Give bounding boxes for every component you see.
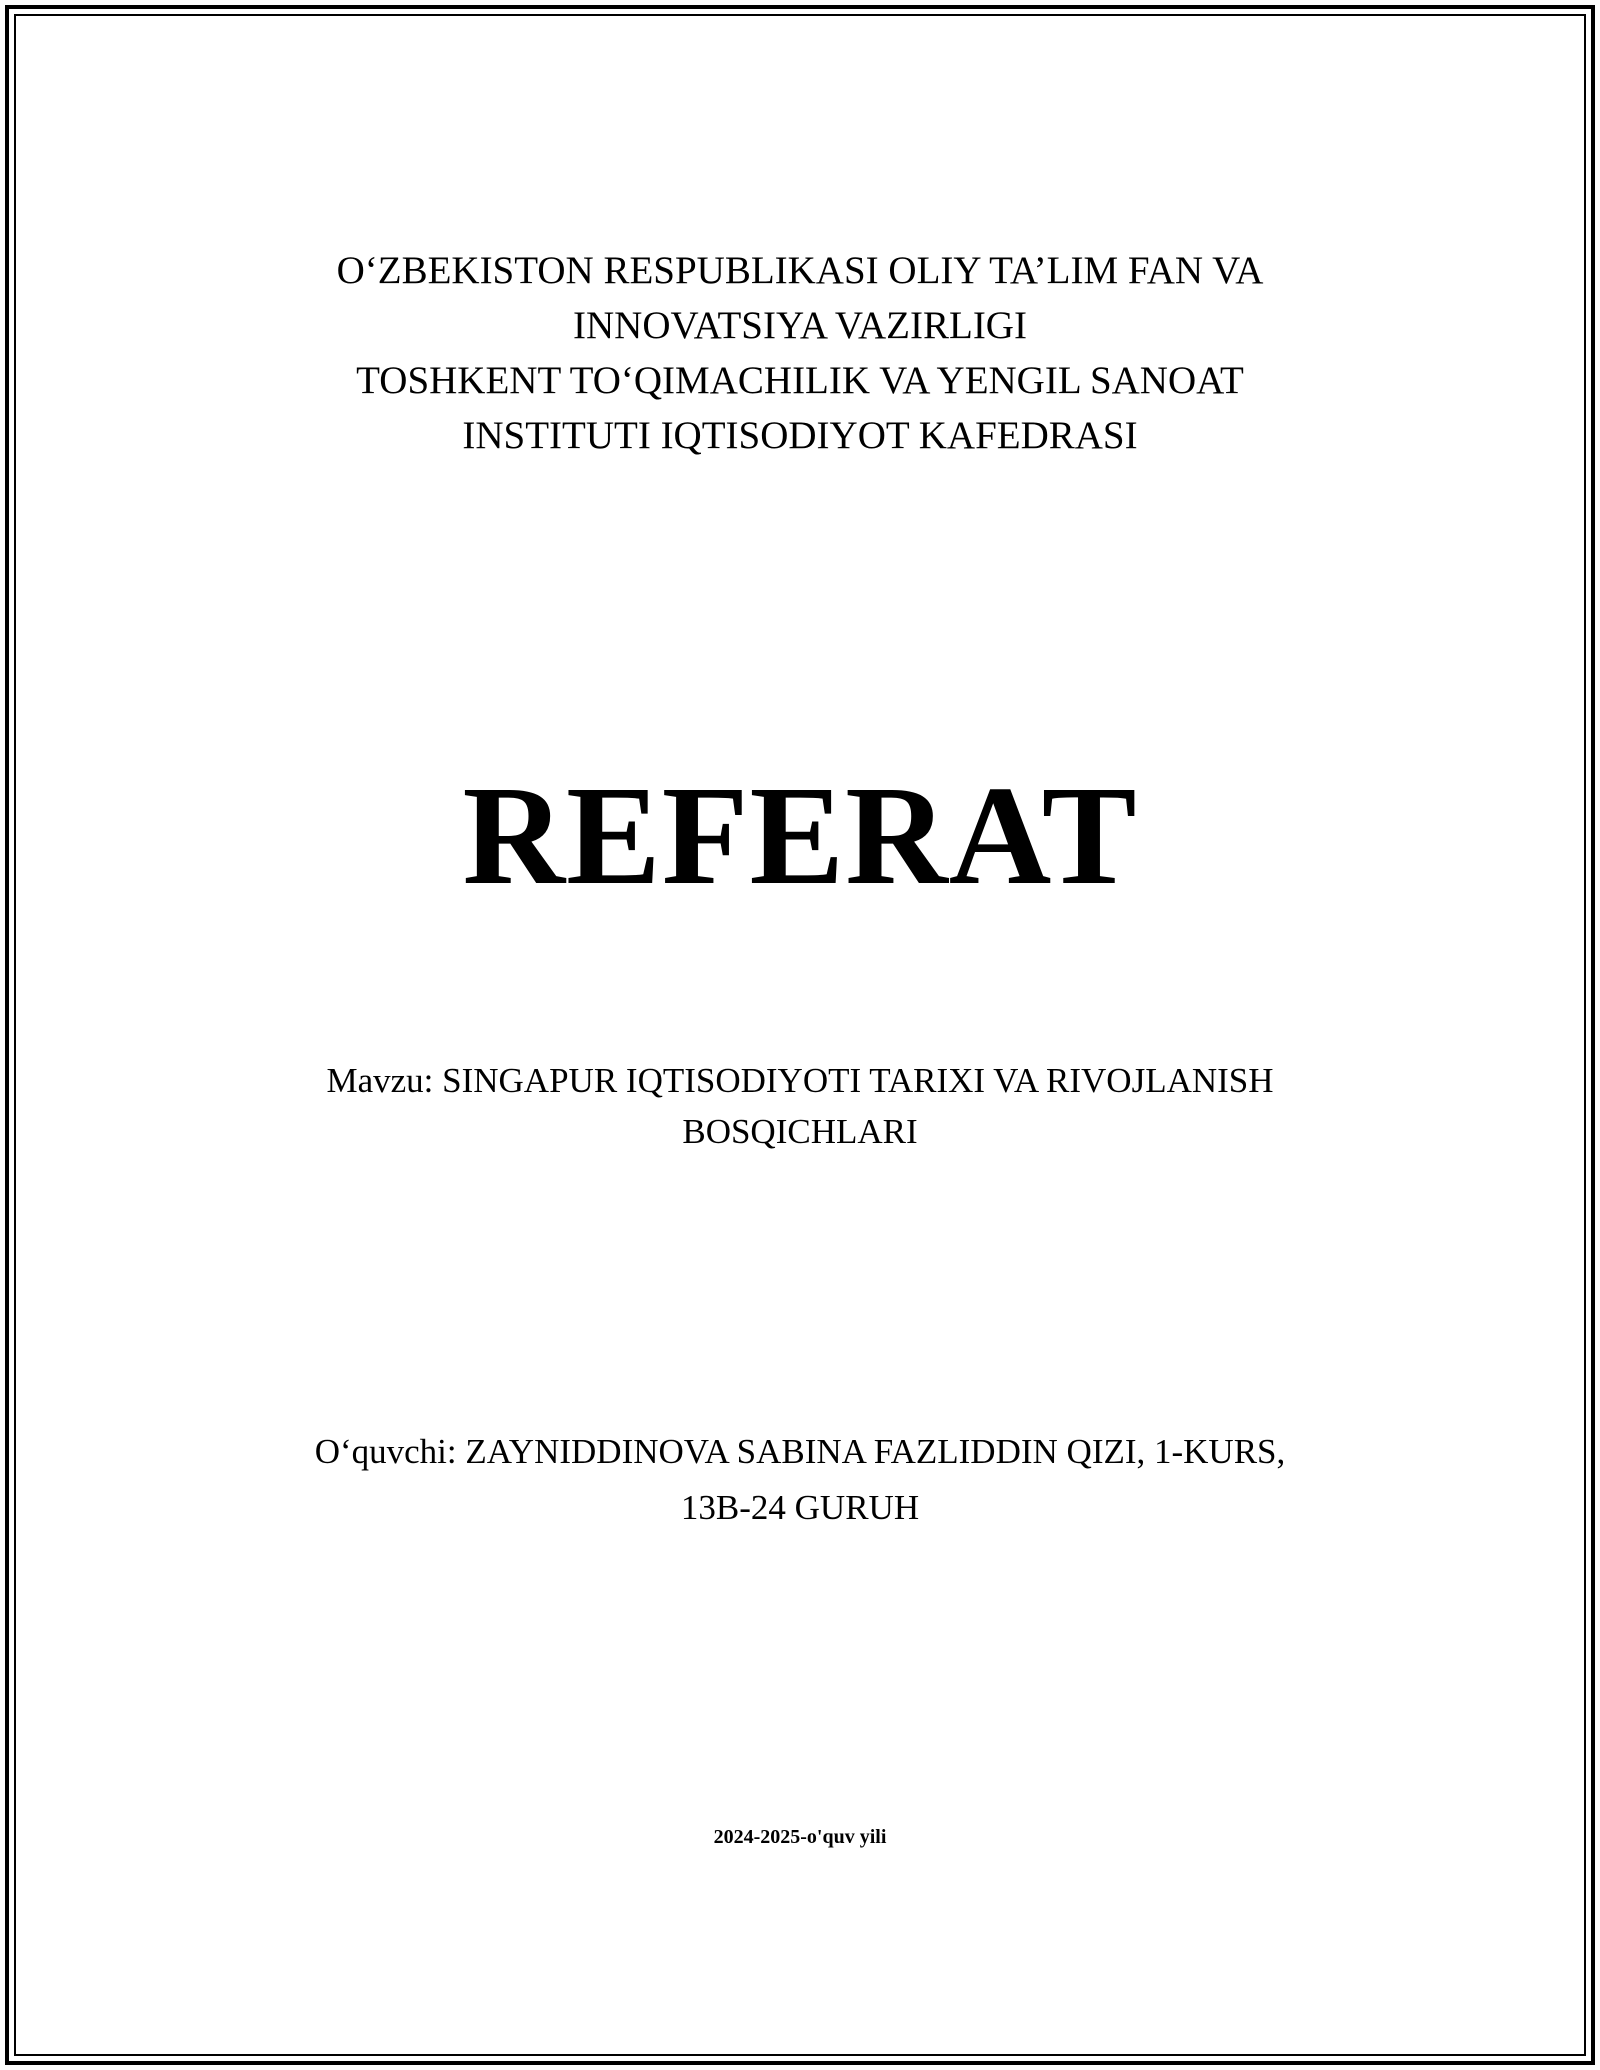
student-info [0,1424,1600,1536]
header-line-4: INSTITUTI IQTISODIYOT KAFEDRASI [462,414,1138,457]
topic-line-1: Mavzu: SINGAPUR IQTISODIYOTI TARIXI VA RIVOJLANISH [326,1061,1274,1100]
student-line-1: O‘quvchi: ZAYNIDDINOVA SABINA FAZLIDDIN QIZI, 1-KURS, [314,1432,1286,1471]
document-title: REFERAT [462,756,1138,914]
header-line-3: TOSHKENT TO‘QIMACHILIK VA YENGIL SANOAT [356,359,1244,402]
header-line-2: INNOVATSIYA VAZIRLIGI [573,304,1027,347]
academic-year: 2024-2025-o'quv yili [713,1826,887,1848]
header-line-1: O‘ZBEKISTON RESPUBLIKASI OLIY TA’LIM FAN VA [336,249,1264,292]
student-line-2: 13B-24 GURUH [680,1488,920,1527]
institution-header [0,243,1600,463]
topic-line-2: BOSQICHLARI [682,1112,918,1151]
topic [0,1055,1600,1157]
